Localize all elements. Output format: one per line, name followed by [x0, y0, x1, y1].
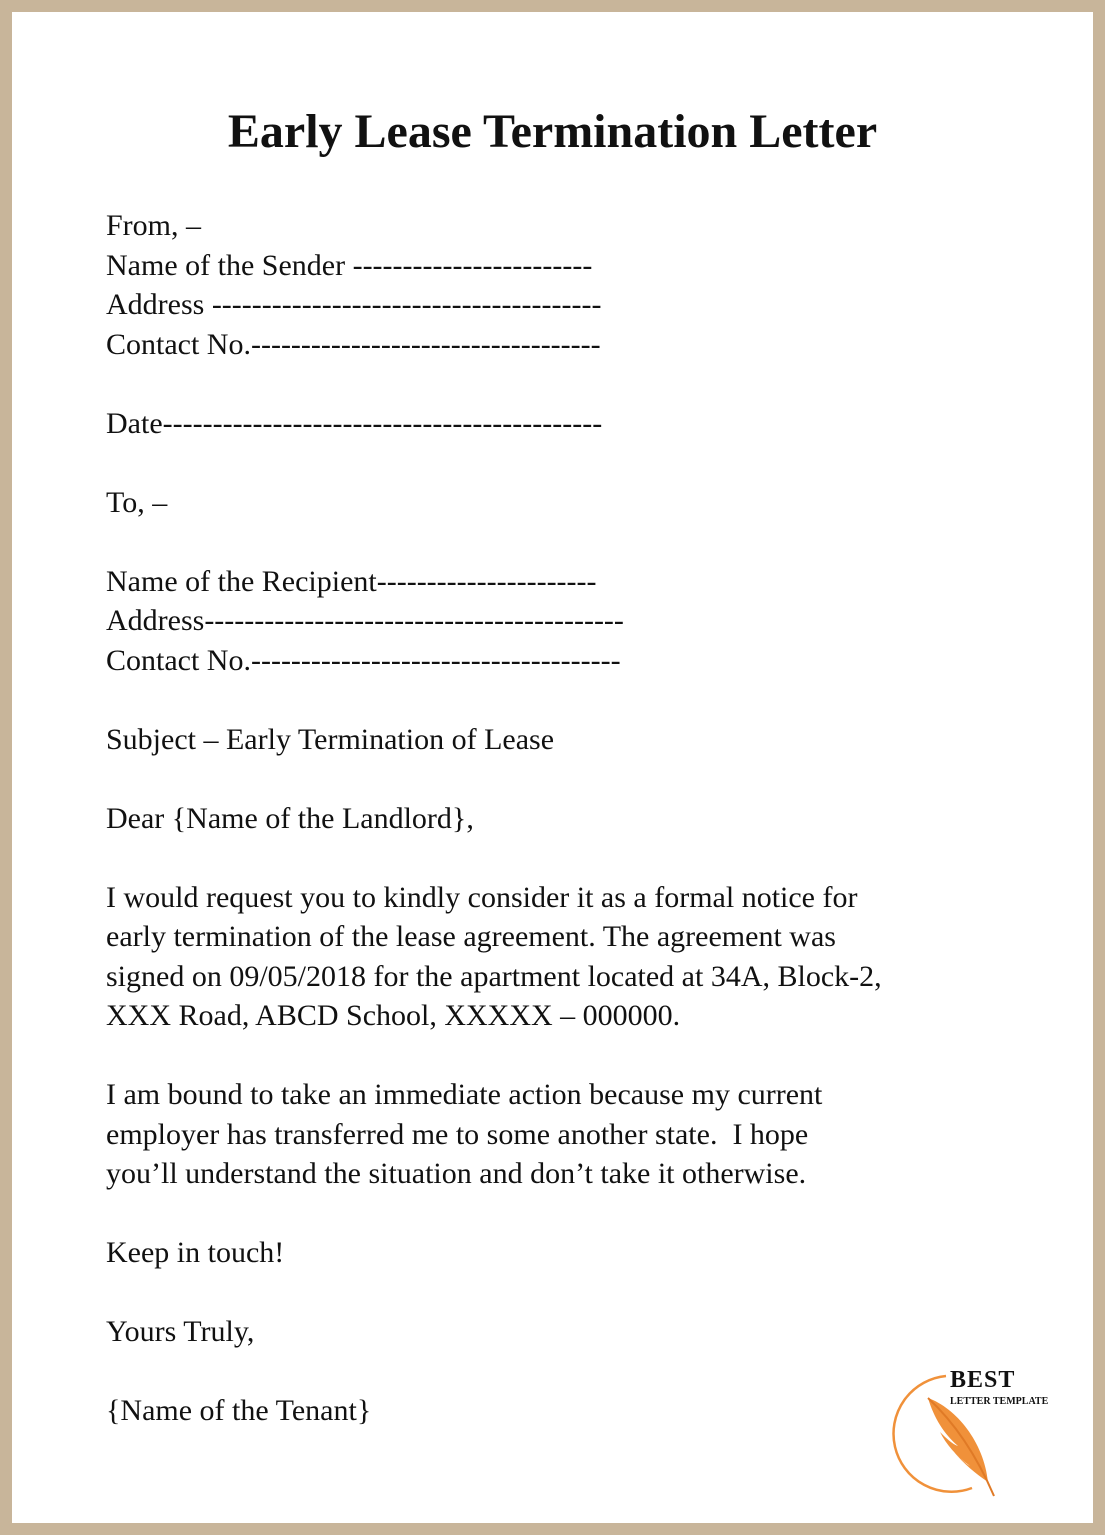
paragraph-2-line: you’ll understand the situation and don’t take it otherwise. — [106, 1157, 807, 1190]
logo-tagline: LETTER TEMPLATE — [950, 1396, 1049, 1407]
paragraph-1-line: early termination of the lease agreement. The agreement was — [106, 920, 836, 953]
closing-remark: Keep in touch! — [106, 1236, 285, 1269]
paragraph-2-line: I am bound to take an immediate action because my current — [106, 1078, 823, 1111]
tenant-name: {Name of the Tenant} — [106, 1394, 372, 1427]
salutation: Dear {Name of the Landlord}, — [106, 802, 474, 835]
sender-contact-field: Contact No.----------------------------------- — [106, 328, 601, 361]
sender-address-field: Address --------------------------------------- — [106, 288, 602, 321]
sign-off: Yours Truly, — [106, 1315, 255, 1348]
paragraph-1-line: signed on 09/05/2018 for the apartment located at 34A, Block-2, — [106, 960, 882, 993]
recipient-name-field: Name of the Recipient---------------------- — [106, 565, 597, 598]
paragraph-2-line: employer has transferred me to some another state. I hope — [106, 1118, 809, 1151]
sender-name-field: Name of the Sender ------------------------ — [106, 249, 593, 282]
paragraph-1-line: XXX Road, ABCD School, XXXXX – 000000. — [106, 999, 681, 1032]
from-label: From, – — [106, 209, 202, 242]
feather-vane — [928, 1398, 988, 1482]
letter-page — [12, 12, 1093, 1523]
date-field: Date-------------------------------------------- — [106, 407, 603, 440]
recipient-contact-field: Contact No.------------------------------------- — [106, 644, 621, 677]
paragraph-1-line: I would request you to kindly consider it as a formal notice for — [106, 881, 858, 914]
recipient-address-field: Address------------------------------------------ — [106, 604, 624, 637]
subject-line: Subject – Early Termination of Lease — [106, 723, 555, 756]
logo-brand: BEST — [950, 1367, 1016, 1393]
to-label: To, – — [106, 486, 168, 519]
page-title: Early Lease Termination Letter — [227, 105, 878, 158]
